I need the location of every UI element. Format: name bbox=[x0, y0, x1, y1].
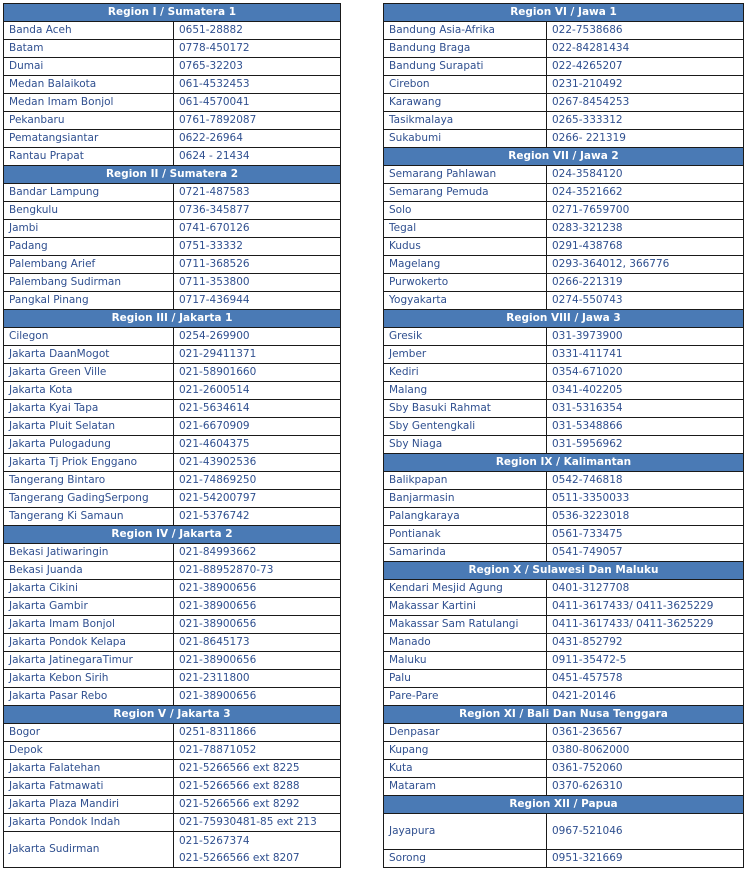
region-header-row bbox=[384, 796, 744, 814]
branch-name-cell: Banjarmasin bbox=[384, 490, 547, 508]
table-row bbox=[4, 616, 341, 634]
table-row bbox=[384, 94, 744, 112]
table-row bbox=[4, 256, 341, 274]
phone-number-cell: 0293-364012, 366776 bbox=[547, 256, 744, 274]
branch-name-cell: Semarang Pahlawan bbox=[384, 166, 547, 184]
phone-number-cell: 0536-3223018 bbox=[547, 508, 744, 526]
branch-name-cell: Bandung Asia-Afrika bbox=[384, 22, 547, 40]
phone-number-cell: 061-4570041 bbox=[174, 94, 341, 112]
table-row bbox=[384, 544, 744, 562]
phone-number-cell: 0283-321238 bbox=[547, 220, 744, 238]
branch-name-cell: Jember bbox=[384, 346, 547, 364]
branch-name-cell: Sby Niaga bbox=[384, 436, 547, 454]
phone-number-cell: 0561-733475 bbox=[547, 526, 744, 544]
branch-name-cell: Tangerang GadingSerpong bbox=[4, 490, 174, 508]
table-row bbox=[384, 364, 744, 382]
table-row bbox=[4, 112, 341, 130]
region-header-row bbox=[4, 4, 341, 22]
branch-name-cell: Kendari Mesjid Agung bbox=[384, 580, 547, 598]
table-row bbox=[384, 814, 744, 850]
phone-number-cell: 0411-3617433/ 0411-3625229 bbox=[547, 598, 744, 616]
branch-name-cell: Jakarta Pasar Rebo bbox=[4, 688, 174, 706]
table-row bbox=[384, 436, 744, 454]
table-row bbox=[4, 382, 341, 400]
branch-name-cell: Bogor bbox=[4, 724, 174, 742]
branch-name-cell: Jakarta Pluit Selatan bbox=[4, 418, 174, 436]
region-header-row bbox=[384, 148, 744, 166]
phone-number-cell: 0421-20146 bbox=[547, 688, 744, 706]
table-row bbox=[4, 364, 341, 382]
table-row bbox=[384, 382, 744, 400]
region-header: Region I / Sumatera 1 bbox=[4, 4, 341, 22]
table-row bbox=[384, 346, 744, 364]
branch-name-cell: Bengkulu bbox=[4, 202, 174, 220]
branch-name-cell: Jakarta Pondok Kelapa bbox=[4, 634, 174, 652]
branch-name-cell: Manado bbox=[384, 634, 547, 652]
branch-name-cell: Cilegon bbox=[4, 328, 174, 346]
phone-number-cell: 021-2600514 bbox=[174, 382, 341, 400]
branch-name-cell: Bandar Lampung bbox=[4, 184, 174, 202]
branch-name-cell: Dumai bbox=[4, 58, 174, 76]
table-row bbox=[384, 130, 744, 148]
branch-name-cell: Pontianak bbox=[384, 526, 547, 544]
phone-number-cell: 0265-333312 bbox=[547, 112, 744, 130]
table-row bbox=[4, 292, 341, 310]
table-row bbox=[384, 526, 744, 544]
phone-number-cell: 0511-3350033 bbox=[547, 490, 744, 508]
branch-name-cell: Jayapura bbox=[384, 814, 547, 850]
branch-name-cell: Malang bbox=[384, 382, 547, 400]
table-row bbox=[384, 508, 744, 526]
branch-name-cell: Semarang Pemuda bbox=[384, 184, 547, 202]
table-row bbox=[4, 436, 341, 454]
table-row bbox=[4, 184, 341, 202]
branch-name-cell: Tegal bbox=[384, 220, 547, 238]
branch-name-cell: Jakarta Green Ville bbox=[4, 364, 174, 382]
branch-name-cell: Medan Balaikota bbox=[4, 76, 174, 94]
phone-line: 021-5267374 bbox=[179, 834, 250, 847]
branch-name-cell: Jakarta Falatehan bbox=[4, 760, 174, 778]
branch-name-cell: Pare-Pare bbox=[384, 688, 547, 706]
table-row bbox=[4, 454, 341, 472]
table-row bbox=[384, 202, 744, 220]
table-row bbox=[384, 850, 744, 868]
phone-number-cell: 024-3521662 bbox=[547, 184, 744, 202]
phone-number-cell: 0624 - 21434 bbox=[174, 148, 341, 166]
branch-name-cell: Tangerang Ki Samaun bbox=[4, 508, 174, 526]
table-row bbox=[4, 742, 341, 760]
table-row bbox=[384, 400, 744, 418]
table-row bbox=[4, 94, 341, 112]
phone-number-cell: 021-29411371 bbox=[174, 346, 341, 364]
table-row bbox=[384, 724, 744, 742]
table-row bbox=[384, 472, 744, 490]
phone-number-cell: 021-38900656 bbox=[174, 652, 341, 670]
phone-number-cell: 031-5316354 bbox=[547, 400, 744, 418]
branch-name-cell: Yogyakarta bbox=[384, 292, 547, 310]
phone-number-cell: 021-74869250 bbox=[174, 472, 341, 490]
phone-number-cell: 024-3584120 bbox=[547, 166, 744, 184]
table-row bbox=[4, 634, 341, 652]
branch-name-cell: Solo bbox=[384, 202, 547, 220]
phone-number-cell: 0765-32203 bbox=[174, 58, 341, 76]
phone-number-cell: 0761-7892087 bbox=[174, 112, 341, 130]
phone-number-cell: 021-5266566 ext 8225 bbox=[174, 760, 341, 778]
branch-name-cell: Palu bbox=[384, 670, 547, 688]
table-row bbox=[4, 274, 341, 292]
region-header: Region V / Jakarta 3 bbox=[4, 706, 341, 724]
table-row bbox=[4, 400, 341, 418]
region-header: Region VI / Jawa 1 bbox=[384, 4, 744, 22]
table-row bbox=[4, 688, 341, 706]
phone-number-cell: 0622-26964 bbox=[174, 130, 341, 148]
phone-number-cell: 021-88952870-73 bbox=[174, 562, 341, 580]
phone-number-cell: 0267-8454253 bbox=[547, 94, 744, 112]
branch-name-cell: Banda Aceh bbox=[4, 22, 174, 40]
phone-number-cell: 0711-368526 bbox=[174, 256, 341, 274]
phone-number-cell: 0717-436944 bbox=[174, 292, 341, 310]
branch-name-cell: Medan Imam Bonjol bbox=[4, 94, 174, 112]
region-header: Region VII / Jawa 2 bbox=[384, 148, 744, 166]
table-row bbox=[4, 58, 341, 76]
table-row bbox=[384, 58, 744, 76]
phone-number-cell: 0401-3127708 bbox=[547, 580, 744, 598]
branch-name-cell: Kudus bbox=[384, 238, 547, 256]
branch-name-cell: Maluku bbox=[384, 652, 547, 670]
branch-name-cell: Kuta bbox=[384, 760, 547, 778]
table-row bbox=[384, 616, 744, 634]
phone-number-cell: 0274-550743 bbox=[547, 292, 744, 310]
phone-number-cell: 0354-671020 bbox=[547, 364, 744, 382]
left-directory-table bbox=[3, 3, 341, 868]
branch-name-cell: Mataram bbox=[384, 778, 547, 796]
phone-number-cell: 0361-236567 bbox=[547, 724, 744, 742]
phone-number-cell: 0741-670126 bbox=[174, 220, 341, 238]
branch-name-cell: Bekasi Jatiwaringin bbox=[4, 544, 174, 562]
table-row bbox=[4, 796, 341, 814]
table-row bbox=[4, 346, 341, 364]
branch-name-cell: Padang bbox=[4, 238, 174, 256]
table-row bbox=[4, 472, 341, 490]
table-row bbox=[4, 490, 341, 508]
table-row bbox=[4, 202, 341, 220]
region-header-row bbox=[4, 310, 341, 328]
branch-name-cell: Jakarta Fatmawati bbox=[4, 778, 174, 796]
branch-name-cell: Makassar Kartini bbox=[384, 598, 547, 616]
phone-number-cell: 0380-8062000 bbox=[547, 742, 744, 760]
table-row bbox=[384, 220, 744, 238]
phone-number-cell: 021-38900656 bbox=[174, 616, 341, 634]
phone-number-cell: 031-5348866 bbox=[547, 418, 744, 436]
table-row bbox=[384, 580, 744, 598]
table-row bbox=[384, 76, 744, 94]
branch-name-cell: Jakarta Imam Bonjol bbox=[4, 616, 174, 634]
phone-number-cell: 0266-221319 bbox=[547, 274, 744, 292]
region-header-row bbox=[384, 4, 744, 22]
branch-name-cell: Sorong bbox=[384, 850, 547, 868]
phone-number-cell: 0431-852792 bbox=[547, 634, 744, 652]
branch-name-cell: Depok bbox=[4, 742, 174, 760]
phone-number-cell: 0411-3617433/ 0411-3625229 bbox=[547, 616, 744, 634]
table-row bbox=[384, 166, 744, 184]
phone-number-cell: 0370-626310 bbox=[547, 778, 744, 796]
branch-name-cell: Pematangsiantar bbox=[4, 130, 174, 148]
table-row bbox=[4, 670, 341, 688]
right-directory-table bbox=[383, 3, 744, 868]
phone-number-cell: 0911-35472-5 bbox=[547, 652, 744, 670]
phone-number-cell: 0451-457578 bbox=[547, 670, 744, 688]
table-row bbox=[384, 652, 744, 670]
branch-name-cell: Jakarta Pulogadung bbox=[4, 436, 174, 454]
table-row bbox=[384, 490, 744, 508]
branch-name-cell: Karawang bbox=[384, 94, 547, 112]
region-header: Region II / Sumatera 2 bbox=[4, 166, 341, 184]
branch-name-cell: Tasikmalaya bbox=[384, 112, 547, 130]
table-row bbox=[384, 328, 744, 346]
branch-name-cell: Purwokerto bbox=[384, 274, 547, 292]
region-header: Region XI / Bali Dan Nusa Tenggara bbox=[384, 706, 744, 724]
branch-name-cell: Palembang Arief bbox=[4, 256, 174, 274]
phone-number-cell: 0711-353800 bbox=[174, 274, 341, 292]
branch-name-cell: Kupang bbox=[384, 742, 547, 760]
phone-number-cell: 0361-752060 bbox=[547, 760, 744, 778]
phone-number-cell: 0331-411741 bbox=[547, 346, 744, 364]
table-row bbox=[4, 418, 341, 436]
branch-name-cell: Tangerang Bintaro bbox=[4, 472, 174, 490]
phone-number-cell: 031-3973900 bbox=[547, 328, 744, 346]
branch-name-cell: Pekanbaru bbox=[4, 112, 174, 130]
table-row bbox=[384, 742, 744, 760]
branch-name-cell: Bekasi Juanda bbox=[4, 562, 174, 580]
phone-number-cell: 022-4265207 bbox=[547, 58, 744, 76]
table-row bbox=[384, 238, 744, 256]
phone-number-cell: 0266- 221319 bbox=[547, 130, 744, 148]
branch-name-cell: Magelang bbox=[384, 256, 547, 274]
table-row bbox=[384, 670, 744, 688]
phone-number-cell: 0951-321669 bbox=[547, 850, 744, 868]
branch-name-cell: Jakarta Cikini bbox=[4, 580, 174, 598]
phone-number-cell: 021-6670909 bbox=[174, 418, 341, 436]
branch-name-cell: Sukabumi bbox=[384, 130, 547, 148]
phone-number-cell: 021-54200797 bbox=[174, 490, 341, 508]
phone-number-cell: 0721-487583 bbox=[174, 184, 341, 202]
region-header: Region VIII / Jawa 3 bbox=[384, 310, 744, 328]
phone-number-cell: 021-78871052 bbox=[174, 742, 341, 760]
region-header-row bbox=[4, 526, 341, 544]
table-row bbox=[4, 148, 341, 166]
phone-number-cell: 031-5956962 bbox=[547, 436, 744, 454]
region-header-row bbox=[384, 706, 744, 724]
phone-number-cell: 021-4604375 bbox=[174, 436, 341, 454]
branch-name-cell: Jakarta JatinegaraTimur bbox=[4, 652, 174, 670]
table-row bbox=[4, 130, 341, 148]
table-row bbox=[384, 40, 744, 58]
phone-number-cell: 021-38900656 bbox=[174, 598, 341, 616]
region-header: Region IV / Jakarta 2 bbox=[4, 526, 341, 544]
region-header-row bbox=[4, 706, 341, 724]
phone-number-cell: 022-7538686 bbox=[547, 22, 744, 40]
phone-number-cell: 0736-345877 bbox=[174, 202, 341, 220]
branch-name-cell: Jakarta Tj Priok Enggano bbox=[4, 454, 174, 472]
branch-name-cell: Jakarta Kyai Tapa bbox=[4, 400, 174, 418]
branch-name-cell: Rantau Prapat bbox=[4, 148, 174, 166]
phone-number-cell: 021-38900656 bbox=[174, 688, 341, 706]
table-row bbox=[4, 580, 341, 598]
table-row bbox=[384, 112, 744, 130]
phone-number-cell: 021-5266566 ext 8292 bbox=[174, 796, 341, 814]
phone-number-cell: 0651-28882 bbox=[174, 22, 341, 40]
phone-number-cell: 0341-402205 bbox=[547, 382, 744, 400]
region-header: Region XII / Papua bbox=[384, 796, 744, 814]
branch-name-cell: Cirebon bbox=[384, 76, 547, 94]
table-row bbox=[384, 778, 744, 796]
region-header-row bbox=[384, 310, 744, 328]
branch-name-cell: Samarinda bbox=[384, 544, 547, 562]
branch-name-cell: Bandung Surapati bbox=[384, 58, 547, 76]
region-header: Region X / Sulawesi Dan Maluku bbox=[384, 562, 744, 580]
region-header-row bbox=[384, 454, 744, 472]
branch-name-cell: Sby Gentengkali bbox=[384, 418, 547, 436]
table-row bbox=[384, 634, 744, 652]
branch-name-cell: Jakarta Plaza Mandiri bbox=[4, 796, 174, 814]
table-row bbox=[384, 760, 744, 778]
phone-line: 021-5266566 ext 8207 bbox=[179, 851, 300, 864]
branch-name-cell: Sby Basuki Rahmat bbox=[384, 400, 547, 418]
table-row bbox=[4, 598, 341, 616]
table-row bbox=[384, 688, 744, 706]
table-row bbox=[384, 418, 744, 436]
phone-number-cell: 0271-7659700 bbox=[547, 202, 744, 220]
branch-name-cell: Kediri bbox=[384, 364, 547, 382]
branch-name-cell: Pangkal Pinang bbox=[4, 292, 174, 310]
branch-name-cell: Palembang Sudirman bbox=[4, 274, 174, 292]
phone-number-cell: 0751-33332 bbox=[174, 238, 341, 256]
table-row bbox=[384, 184, 744, 202]
table-row bbox=[384, 256, 744, 274]
branch-name-cell: Jakarta Sudirman bbox=[4, 832, 174, 868]
phone-number-cell bbox=[174, 832, 341, 868]
phone-number-cell: 021-5376742 bbox=[174, 508, 341, 526]
region-header: Region IX / Kalimantan bbox=[384, 454, 744, 472]
table-row bbox=[4, 220, 341, 238]
table-row bbox=[4, 778, 341, 796]
table-row bbox=[4, 562, 341, 580]
phone-number-cell: 0542-746818 bbox=[547, 472, 744, 490]
phone-number-cell: 0541-749057 bbox=[547, 544, 744, 562]
table-row bbox=[384, 22, 744, 40]
region-header-row bbox=[4, 166, 341, 184]
table-row bbox=[4, 76, 341, 94]
branch-name-cell: Jakarta Pondok Indah bbox=[4, 814, 174, 832]
table-row bbox=[384, 274, 744, 292]
branch-name-cell: Gresik bbox=[384, 328, 547, 346]
phone-number-cell: 061-4532453 bbox=[174, 76, 341, 94]
branch-name-cell: Jakarta Kebon Sirih bbox=[4, 670, 174, 688]
phone-number-cell: 0254-269900 bbox=[174, 328, 341, 346]
table-row bbox=[4, 814, 341, 832]
phone-number-cell: 0778-450172 bbox=[174, 40, 341, 58]
branch-name-cell: Denpasar bbox=[384, 724, 547, 742]
region-header-row bbox=[384, 562, 744, 580]
branch-name-cell: Jambi bbox=[4, 220, 174, 238]
table-row bbox=[4, 508, 341, 526]
phone-number-cell: 021-84993662 bbox=[174, 544, 341, 562]
phone-number-cell: 0251-8311866 bbox=[174, 724, 341, 742]
branch-name-cell: Bandung Braga bbox=[384, 40, 547, 58]
phone-number-cell: 0967-521046 bbox=[547, 814, 744, 850]
phone-number-cell: 021-5266566 ext 8288 bbox=[174, 778, 341, 796]
table-row bbox=[4, 328, 341, 346]
branch-name-cell: Jakarta Kota bbox=[4, 382, 174, 400]
phone-number-cell: 021-75930481-85 ext 213 bbox=[174, 814, 341, 832]
table-row bbox=[4, 652, 341, 670]
phone-number-cell: 021-8645173 bbox=[174, 634, 341, 652]
region-header: Region III / Jakarta 1 bbox=[4, 310, 341, 328]
branch-name-cell: Makassar Sam Ratulangi bbox=[384, 616, 547, 634]
phone-number-cell: 021-5634614 bbox=[174, 400, 341, 418]
branch-name-cell: Batam bbox=[4, 40, 174, 58]
branch-name-cell: Palangkaraya bbox=[384, 508, 547, 526]
phone-number-cell: 0291-438768 bbox=[547, 238, 744, 256]
table-row bbox=[4, 22, 341, 40]
table-row bbox=[4, 544, 341, 562]
table-row bbox=[4, 238, 341, 256]
phone-number-cell: 0231-210492 bbox=[547, 76, 744, 94]
phone-number-cell: 021-58901660 bbox=[174, 364, 341, 382]
phone-number-cell: 022-84281434 bbox=[547, 40, 744, 58]
table-row bbox=[384, 292, 744, 310]
table-row bbox=[4, 832, 341, 868]
branch-name-cell: Jakarta DaanMogot bbox=[4, 346, 174, 364]
table-row bbox=[4, 760, 341, 778]
table-row bbox=[384, 598, 744, 616]
branch-name-cell: Jakarta Gambir bbox=[4, 598, 174, 616]
table-row bbox=[4, 724, 341, 742]
branch-name-cell: Balikpapan bbox=[384, 472, 547, 490]
table-row bbox=[4, 40, 341, 58]
phone-number-cell: 021-38900656 bbox=[174, 580, 341, 598]
phone-number-cell: 021-43902536 bbox=[174, 454, 341, 472]
phone-number-cell: 021-2311800 bbox=[174, 670, 341, 688]
